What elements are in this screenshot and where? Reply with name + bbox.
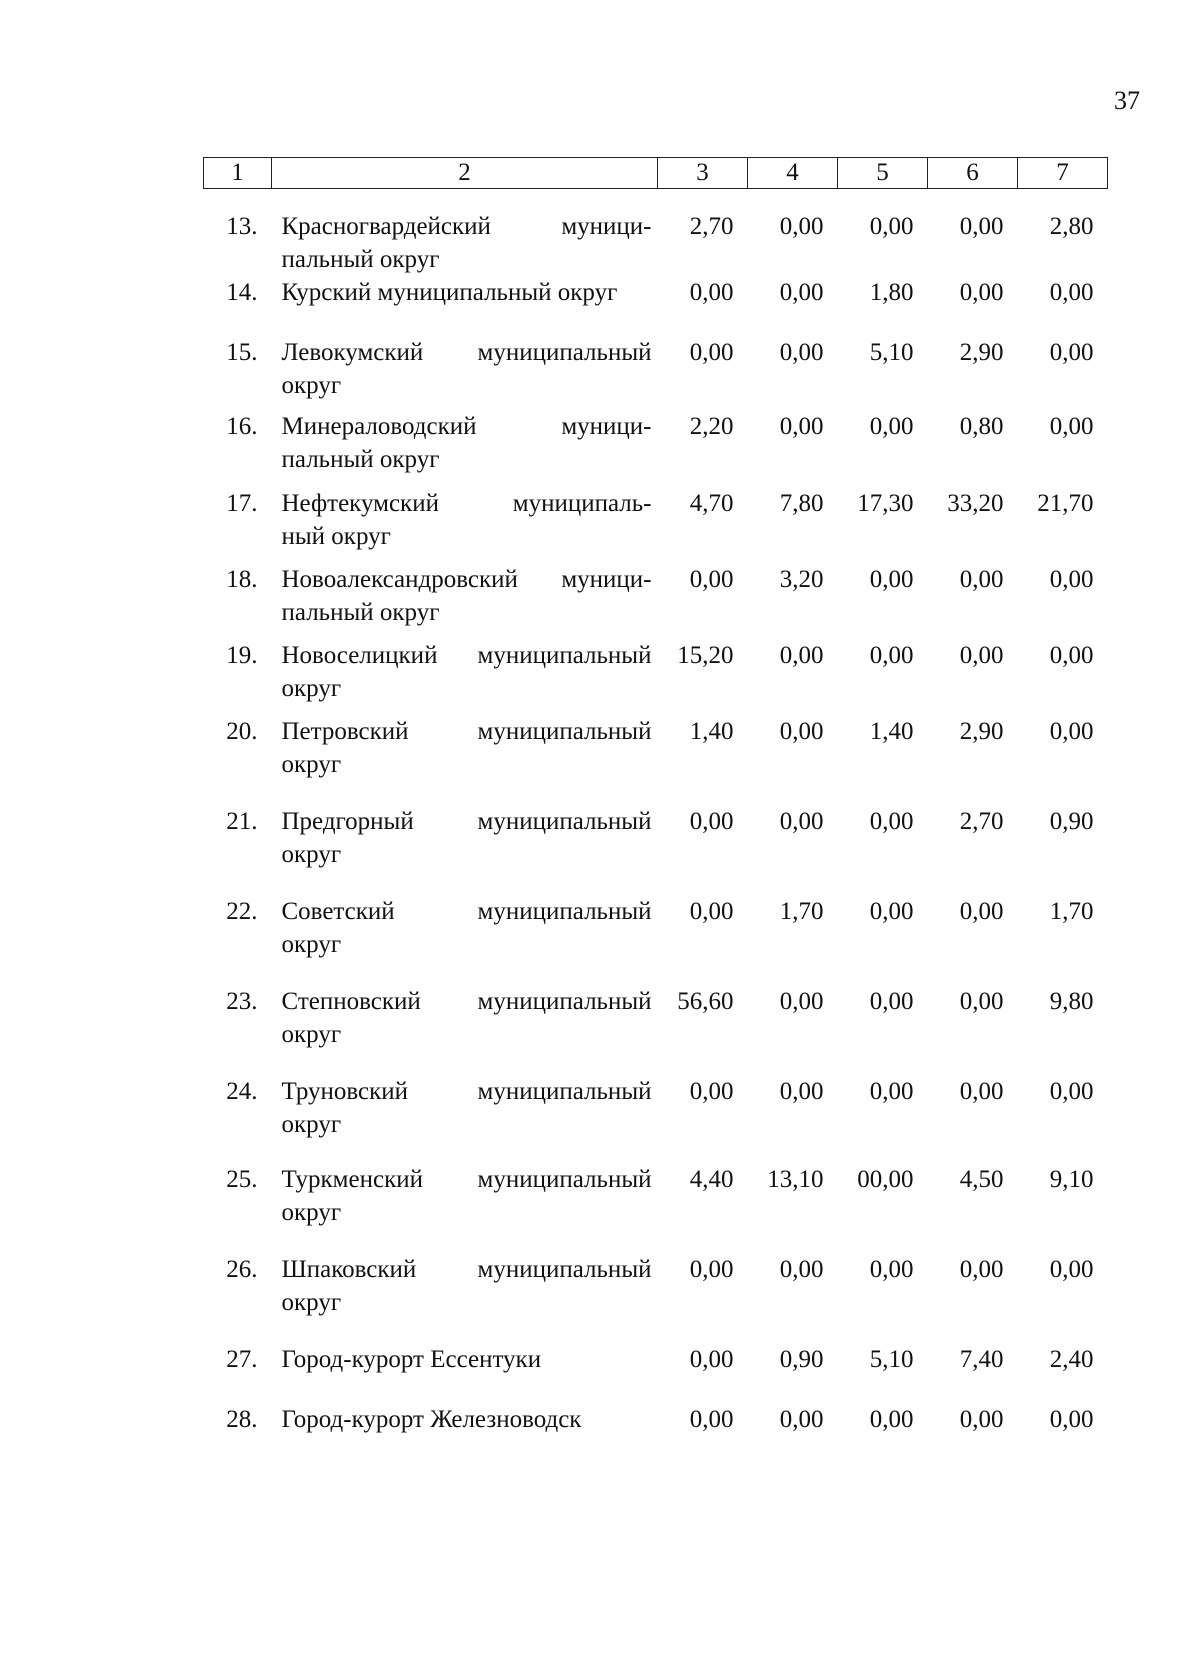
row-number: 21.	[226, 808, 258, 835]
district-name-line: округ	[281, 1021, 342, 1048]
value-cell-col6: 4,50	[959, 1166, 1004, 1193]
row-number: 25.	[226, 1166, 258, 1193]
value-cell-col4: 0,00	[779, 1406, 824, 1433]
value-cell-col3: 0,00	[689, 1078, 734, 1105]
value-cell-col6: 0,00	[959, 213, 1004, 240]
table-row	[204, 336, 1108, 410]
value-cell-col4: 13,10	[767, 1166, 824, 1193]
header-cell: 7	[1018, 158, 1108, 189]
value-cell-col4: 0,00	[779, 279, 824, 306]
row-number: 13.	[226, 213, 258, 240]
table-row	[204, 1163, 1108, 1253]
header-row	[204, 158, 1108, 189]
table-row	[204, 563, 1108, 639]
district-name-line: пальный округ	[281, 599, 440, 626]
value-cell-col4: 0,00	[779, 1256, 824, 1283]
district-name-line: округ	[281, 751, 342, 778]
header-cell: 3	[658, 158, 748, 189]
header-cell: 6	[928, 158, 1018, 189]
district-name-line: округ	[281, 931, 342, 958]
table-row	[204, 639, 1108, 715]
value-cell-col6: 0,00	[959, 988, 1004, 1015]
row-number: 22.	[226, 898, 258, 925]
district-name-line: Город-курорт Железноводск	[281, 1406, 582, 1433]
value-cell-col6: 0,00	[959, 1078, 1004, 1105]
row-number: 23.	[226, 988, 258, 1015]
value-cell-col6: 0,00	[959, 642, 1004, 669]
district-name	[272, 805, 658, 895]
value-cell-col6: 0,00	[959, 1406, 1004, 1433]
district-name-line: Минераловодский муници-	[281, 413, 652, 440]
row-number: 15.	[226, 339, 258, 366]
district-name-line: Петровский муниципальный	[281, 718, 652, 745]
table-row	[204, 1075, 1108, 1163]
data-table	[203, 157, 1108, 1463]
row-number: 18.	[226, 566, 258, 593]
value-cell-col5: 0,00	[869, 413, 914, 440]
value-cell-col7: 0,00	[1049, 566, 1094, 593]
district-name	[272, 639, 658, 715]
value-cell-col7: 0,00	[1049, 1078, 1094, 1105]
value-cell-col3: 1,40	[689, 718, 734, 745]
district-name-line: Степновский муниципальный	[281, 988, 652, 1015]
row-number: 19.	[226, 642, 258, 669]
district-name-line: Предгорный муниципальный	[281, 808, 652, 835]
district-name	[272, 895, 658, 985]
value-cell-col3: 0,00	[689, 279, 734, 306]
district-name	[272, 276, 658, 336]
header-cell: 2	[272, 158, 658, 189]
value-cell-col3: 0,00	[689, 1256, 734, 1283]
value-cell-col5: 0,00	[869, 808, 914, 835]
value-cell-col6: 0,00	[959, 1256, 1004, 1283]
value-cell-col4: 0,00	[779, 213, 824, 240]
value-cell-col7: 2,40	[1049, 1346, 1094, 1373]
district-name	[272, 563, 658, 639]
value-cell-col3: 2,70	[689, 213, 734, 240]
value-cell-col7: 21,70	[1037, 490, 1094, 517]
value-cell-col5: 00,00	[857, 1166, 914, 1193]
value-cell-col6: 0,00	[959, 898, 1004, 925]
district-name-line: Труновский муниципальный	[281, 1078, 652, 1105]
value-cell-col4: 1,70	[779, 898, 824, 925]
district-name	[272, 715, 658, 805]
value-cell-col6: 2,90	[959, 339, 1004, 366]
table-row	[204, 805, 1108, 895]
row-number: 27.	[226, 1346, 258, 1373]
value-cell-col4: 0,00	[779, 1078, 824, 1105]
table-row	[204, 276, 1108, 336]
value-cell-col5: 17,30	[857, 490, 914, 517]
district-name-line: Новоселицкий муниципальный	[281, 642, 652, 669]
row-number: 17.	[226, 490, 258, 517]
value-cell-col5: 0,00	[869, 1256, 914, 1283]
district-name	[272, 189, 658, 277]
value-cell-col3: 0,00	[689, 1346, 734, 1373]
value-cell-col4: 0,00	[779, 339, 824, 366]
value-cell-col6: 0,00	[959, 566, 1004, 593]
value-cell-col5: 5,10	[869, 339, 914, 366]
district-name-line: Левокумский муниципальный	[281, 339, 652, 366]
value-cell-col7: 0,00	[1049, 642, 1094, 669]
value-cell-col5: 0,00	[869, 1406, 914, 1433]
value-cell-col7: 0,00	[1049, 339, 1094, 366]
row-number: 20.	[226, 718, 258, 745]
district-name-line: пальный округ	[281, 246, 440, 273]
value-cell-col4: 0,00	[779, 718, 824, 745]
table-row	[204, 1343, 1108, 1403]
value-cell-col5: 0,00	[869, 1078, 914, 1105]
district-name-line: Шпаковский муниципальный	[281, 1256, 652, 1283]
header-cell: 5	[838, 158, 928, 189]
row-number: 26.	[226, 1256, 258, 1283]
value-cell-col5: 1,80	[869, 279, 914, 306]
district-name	[272, 336, 658, 410]
district-name-line: округ	[281, 841, 342, 868]
district-name	[272, 985, 658, 1075]
value-cell-col3: 56,60	[677, 988, 734, 1015]
value-cell-col3: 0,00	[689, 898, 734, 925]
value-cell-col5: 0,00	[869, 898, 914, 925]
district-name	[272, 1343, 658, 1403]
value-cell-col7: 0,00	[1049, 413, 1094, 440]
value-cell-col3: 2,20	[689, 413, 734, 440]
district-name-line: округ	[281, 372, 342, 399]
value-cell-col4: 0,00	[779, 642, 824, 669]
value-cell-col3: 4,40	[689, 1166, 734, 1193]
value-cell-col4: 0,00	[779, 808, 824, 835]
table-row	[204, 487, 1108, 563]
value-cell-col7: 0,00	[1049, 279, 1094, 306]
district-name	[272, 410, 658, 487]
page-number: 37	[1114, 86, 1140, 115]
value-cell-col6: 7,40	[959, 1346, 1004, 1373]
district-name-line: Советский муниципальный	[281, 898, 652, 925]
table-row	[204, 895, 1108, 985]
value-cell-col7: 0,00	[1049, 1406, 1094, 1433]
table-row	[204, 189, 1108, 277]
value-cell-col7: 2,80	[1049, 213, 1094, 240]
value-cell-col4: 0,00	[779, 988, 824, 1015]
value-cell-col6: 33,20	[947, 490, 1004, 517]
district-name-line: Город-курорт Ессентуки	[281, 1346, 542, 1373]
district-name-line: пальный округ	[281, 446, 440, 473]
row-number: 16.	[226, 413, 258, 440]
header-cell: 4	[748, 158, 838, 189]
value-cell-col3: 0,00	[689, 1406, 734, 1433]
district-name-line: округ	[281, 1199, 342, 1226]
value-cell-col4: 3,20	[779, 566, 824, 593]
district-name	[272, 1163, 658, 1253]
district-name-line: округ	[281, 675, 342, 702]
value-cell-col3: 15,20	[677, 642, 734, 669]
district-name-line: округ	[281, 1111, 342, 1138]
district-name-line: Нефтекумский муниципаль-	[281, 490, 652, 517]
district-name	[272, 487, 658, 563]
value-cell-col5: 0,00	[869, 566, 914, 593]
district-name-line: округ	[281, 1289, 342, 1316]
table-body	[204, 189, 1108, 1464]
value-cell-col7: 9,80	[1049, 988, 1094, 1015]
value-cell-col5: 0,00	[869, 988, 914, 1015]
value-cell-col7: 0,00	[1049, 1256, 1094, 1283]
value-cell-col7: 1,70	[1049, 898, 1094, 925]
data-table-container	[203, 157, 1108, 1463]
district-name-line: Красногвардейский муници-	[281, 213, 652, 240]
district-name	[272, 1253, 658, 1343]
table-row	[204, 1403, 1108, 1463]
table-row	[204, 1253, 1108, 1343]
row-number: 14.	[226, 279, 258, 306]
value-cell-col7: 0,00	[1049, 718, 1094, 745]
value-cell-col5: 0,00	[869, 642, 914, 669]
district-name-line: ный округ	[281, 523, 391, 550]
value-cell-col6: 0,00	[959, 279, 1004, 306]
row-number: 28.	[226, 1406, 258, 1433]
value-cell-col4: 0,90	[779, 1346, 824, 1373]
district-name	[272, 1075, 658, 1163]
header-cell: 1	[204, 158, 272, 189]
row-number: 24.	[226, 1078, 258, 1105]
value-cell-col3: 0,00	[689, 339, 734, 366]
value-cell-col7: 9,10	[1049, 1166, 1094, 1193]
district-name-line: Новоалександровский муници-	[281, 566, 652, 593]
value-cell-col4: 0,00	[779, 413, 824, 440]
value-cell-col7: 0,90	[1049, 808, 1094, 835]
value-cell-col6: 2,90	[959, 718, 1004, 745]
value-cell-col4: 7,80	[779, 490, 824, 517]
value-cell-col6: 2,70	[959, 808, 1004, 835]
table-row	[204, 715, 1108, 805]
district-name	[272, 1403, 658, 1463]
district-name-line: Туркменский муниципальный	[281, 1166, 652, 1193]
value-cell-col3: 0,00	[689, 566, 734, 593]
value-cell-col3: 4,70	[689, 490, 734, 517]
value-cell-col5: 1,40	[869, 718, 914, 745]
table-row	[204, 410, 1108, 487]
value-cell-col5: 0,00	[869, 213, 914, 240]
value-cell-col5: 5,10	[869, 1346, 914, 1373]
district-name-line: Курский муниципальный округ	[281, 279, 618, 306]
value-cell-col6: 0,80	[959, 413, 1004, 440]
value-cell-col3: 0,00	[689, 808, 734, 835]
table-row	[204, 985, 1108, 1075]
